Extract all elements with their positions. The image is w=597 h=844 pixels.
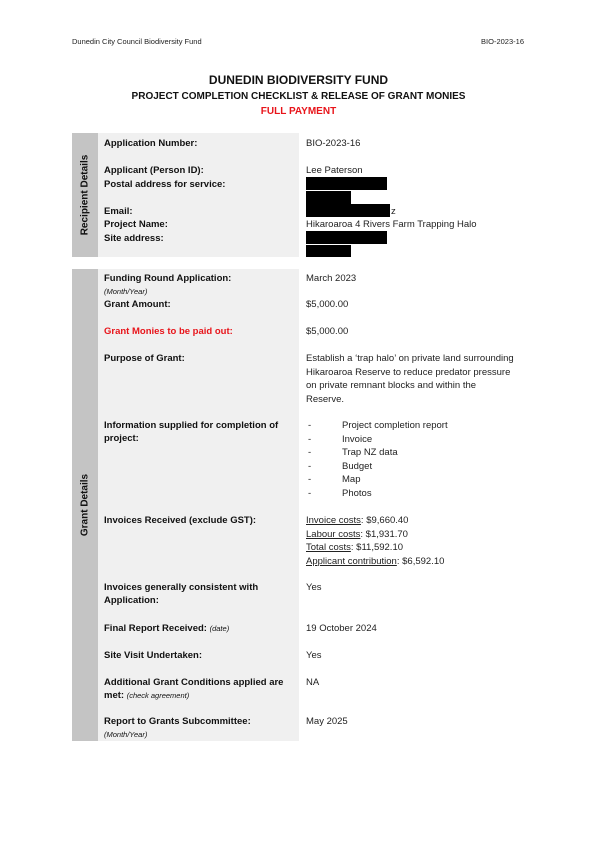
applicant-contribution-line xyxy=(306,555,526,569)
final-report-label-hint: (date) xyxy=(209,624,230,633)
invoices-received-values xyxy=(306,514,526,568)
invoice-costs-label: Invoice costs xyxy=(306,515,361,526)
application-number-value: BIO-2023-16 xyxy=(306,138,361,149)
grant-conditions-label xyxy=(104,676,290,702)
info-item: - Project completion report xyxy=(306,419,526,433)
redacted-site-line-2 xyxy=(306,245,351,257)
grant-conditions-label-hint: (check agreement) xyxy=(126,691,190,700)
info-item: - Map xyxy=(306,473,526,487)
final-report-value: 19 October 2024 xyxy=(306,623,377,634)
applicant-value: Lee Paterson xyxy=(306,165,363,176)
grant-conditions-label-text: Additional Grant Conditions applied are met: xyxy=(104,677,284,701)
grant-conditions-value: NA xyxy=(306,677,320,688)
info-item: - Trap NZ data xyxy=(306,446,526,460)
grant-details-band xyxy=(72,269,98,741)
info-item: - Invoice xyxy=(306,433,526,447)
report-to-subcommittee-label-text: Report to Grants Subcommittee: xyxy=(104,716,251,727)
grant-monies-paid-out-label: Grant Monies to be paid out: xyxy=(104,326,233,337)
running-header-reference: BIO-2023-16 xyxy=(481,37,524,46)
applicant-contribution-label: Applicant contribution xyxy=(306,555,397,567)
site-address-label: Site address: xyxy=(104,233,164,244)
recipient-details-heading: Recipient Details xyxy=(79,154,91,236)
redacted-site-line-1 xyxy=(306,231,387,244)
email-label: Email: xyxy=(104,206,133,217)
site-visit-value: Yes xyxy=(306,650,322,661)
postal-address-label: Postal address for service: xyxy=(104,179,226,190)
grant-amount-value: $5,000.00 xyxy=(306,299,349,310)
information-supplied-label: Information supplied for completion of project: xyxy=(104,420,279,444)
document-title: DUNEDIN BIODIVERSITY FUND xyxy=(208,73,389,87)
grant-monies-paid-out-value: $5,000.00 xyxy=(306,326,349,337)
total-costs-label: Total costs xyxy=(306,542,351,553)
invoices-received-label: Invoices Received (exclude GST): xyxy=(104,515,257,526)
running-header-title: Dunedin City Council Biodiversity Fund xyxy=(72,37,202,46)
funding-round-label-hint: (Month/Year) xyxy=(104,287,148,296)
report-to-subcommittee-label xyxy=(104,715,294,741)
total-costs-line xyxy=(306,541,526,555)
report-to-subcommittee-value: May 2025 xyxy=(306,716,348,727)
site-visit-label: Site Visit Undertaken: xyxy=(104,650,203,661)
purpose-label: Purpose of Grant: xyxy=(104,353,185,364)
final-report-label xyxy=(104,622,294,635)
invoice-costs-value: : $9,660.40 xyxy=(360,515,409,526)
funding-round-value: March 2023 xyxy=(306,273,357,284)
payment-type-heading: FULL PAYMENT xyxy=(260,106,337,117)
project-name-label: Project Name: xyxy=(104,219,168,230)
email-visible-tail: z xyxy=(391,206,396,217)
funding-round-label-text: Funding Round Application: xyxy=(104,273,232,284)
final-report-label-text: Final Report Received: xyxy=(104,623,207,634)
invoices-consistent-label: Invoices generally consistent with Application: xyxy=(104,582,259,606)
grant-details-heading: Grant Details xyxy=(79,473,91,537)
total-costs-value: : $11,592.10 xyxy=(350,542,404,553)
applicant-label: Applicant (Person ID): xyxy=(104,165,204,176)
applicant-contribution-value: : $6,592.10 xyxy=(396,555,445,567)
project-name-value: Hikaroaroa 4 Rivers Farm Trapping Halo xyxy=(306,219,477,230)
info-item: - Budget xyxy=(306,460,526,474)
grant-label-column xyxy=(98,269,299,741)
application-number-label: Application Number: xyxy=(104,138,198,149)
labour-costs-line xyxy=(306,528,526,542)
report-to-subcommittee-label-hint: (Month/Year) xyxy=(104,730,148,739)
invoices-consistent-value: Yes xyxy=(306,582,322,593)
redacted-email xyxy=(306,204,390,217)
purpose-value: Establish a ‘trap halo’ on private land surrounding Hikaroaroa Reserve to reduce predator pressure on private remnant blocks and within the Reserve. xyxy=(306,353,514,405)
funding-round-label xyxy=(104,272,294,298)
labour-costs-value: : $1,931.70 xyxy=(360,528,408,540)
redacted-postal-line-1 xyxy=(306,177,387,190)
info-item: - Photos xyxy=(306,487,526,501)
information-supplied-list xyxy=(306,419,526,500)
invoice-costs-line xyxy=(306,514,526,528)
recipient-details-band xyxy=(72,133,98,257)
redacted-postal-line-2 xyxy=(306,191,351,204)
labour-costs-label: Labour costs xyxy=(306,528,361,540)
document-subtitle: PROJECT COMPLETION CHECKLIST & RELEASE OF GRANT MONIES xyxy=(131,91,466,102)
grant-amount-label: Grant Amount: xyxy=(104,299,171,310)
